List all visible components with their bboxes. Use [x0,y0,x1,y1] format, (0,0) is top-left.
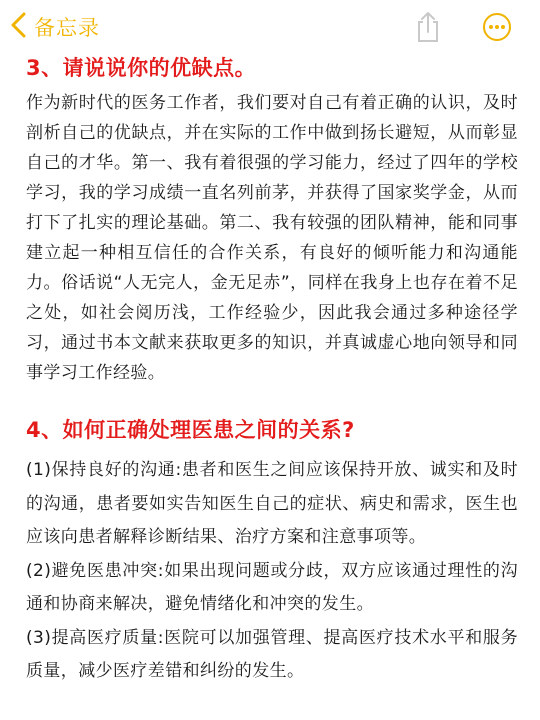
section-3-title: 3、请说说你的优缺点。 [26,56,257,80]
section-3 [26,48,518,388]
section-3-body: 作为新时代的医务工作者，我们要对自己有着正确的认识，及时剖析自己的优缺点，并在实际的工作中做到扬长避短，从而彰显自己的才华。第一、我有着很强的学习能力，经过了四年的学校学习，我的学习成绩一直名列前茅，并获得了国家奖学金，从而打下了扎实的理论基础。第二、我有较强的团队精神，能和同事建立起一种相互信任的合作关系，有良好的倾听能力和沟通能力。俗话说“人无完人，金无足赤”，同样在我身上也存在着不足之处，如社会阅历浅，工作经验少，因此我会通过多种途径学习，通过书本文献来获取更多的知识，并真诚虚心地向领导和同事学习工作经验。 [26,93,518,383]
section-4-item: (3)提高医疗质量:医院可以加强管理、提高医疗技术水平和服务质量，减少医疗差错和纠纷的发生。 [26,627,518,681]
note-content[interactable] [26,48,518,689]
more-button[interactable] [482,12,512,42]
section-4 [26,410,518,689]
share-button[interactable] [414,10,442,44]
back-label: 备忘录 [34,16,100,40]
section-4-item: (2)避免医患冲突:如果出现问题或分歧，双方应该通过理性的沟通和协商来解决，避免情绪化和冲突的发生。 [26,560,518,614]
section-4-item: (1)保持良好的沟通:患者和医生之间应该保持开放、诚实和及时的沟通，患者要如实告知医生自己的症状、病史和需求，医生也应该向患者解释诊断结果、治疗方案和注意事项等。 [26,460,518,547]
back-button[interactable] [8,10,100,44]
top-bar [0,0,540,52]
section-4-title: 4、如何正确处理医患之间的关系? [26,418,355,442]
more-icon [482,12,512,42]
share-icon [414,10,442,44]
chevron-left-icon [8,10,30,44]
